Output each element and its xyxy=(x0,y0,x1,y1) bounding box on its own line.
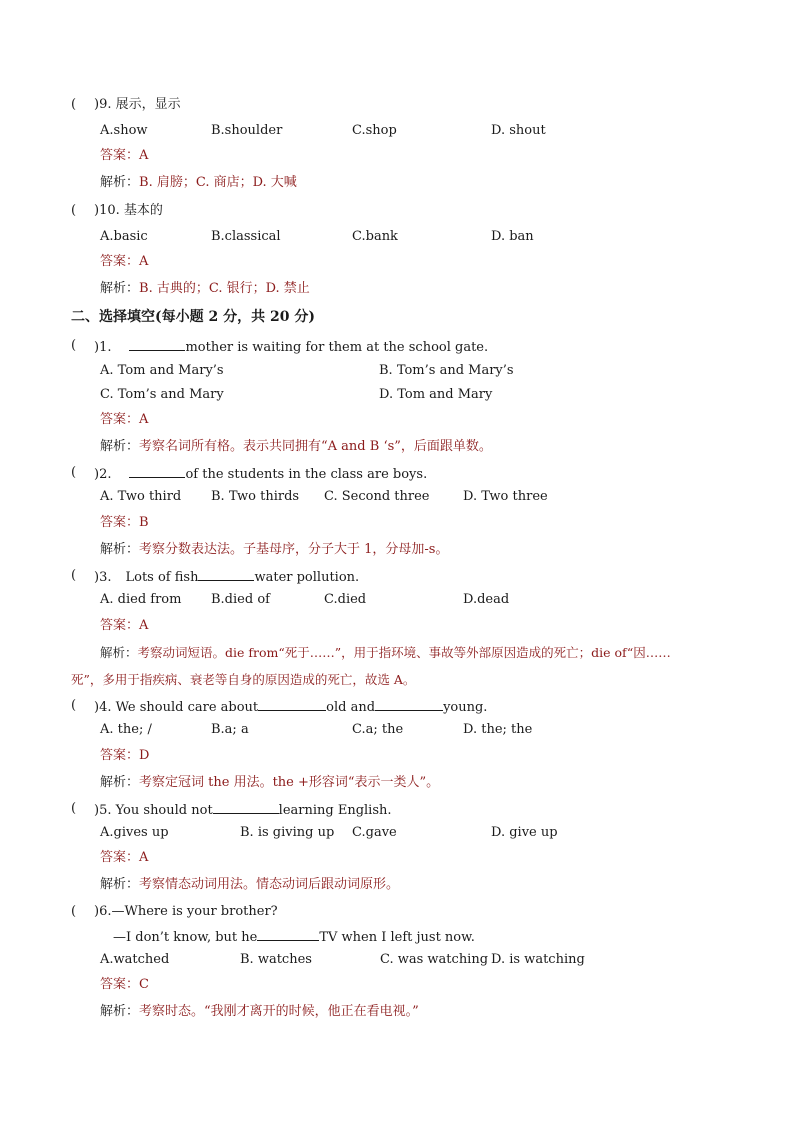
s1-exp-label: 解析： xyxy=(100,439,140,454)
s1-number: )1. xyxy=(94,340,112,355)
s4-stem-start: )4. We should care about xyxy=(94,700,259,715)
q10-option-b: B.classical xyxy=(211,229,281,244)
s3-option-d: D.dead xyxy=(463,592,510,607)
s6-option-d: D. is watching xyxy=(491,952,585,967)
s4-option-d: D. the; the xyxy=(463,722,533,737)
s6-explanation xyxy=(100,1004,419,1020)
s4-answer: 答案：D xyxy=(100,748,150,763)
s2-exp-text: 考察分数表达法。子基母序，分子大于 1，分母加-s。 xyxy=(139,542,449,557)
s3-exp-text: 考察动词短语。die from“死于……”，用于指环境、事故等外部原因造成的死亡；die of“因…… xyxy=(137,645,671,660)
s6-stem-line2 xyxy=(113,928,475,946)
q9-exp-label: 解析： xyxy=(100,175,140,190)
s5-answer: 答案：A xyxy=(100,850,149,865)
s2-stem xyxy=(94,465,427,483)
s3-option-c: C.died xyxy=(324,592,367,607)
s2-answer: 答案：B xyxy=(100,515,149,530)
s2-option-b: B. Two thirds xyxy=(211,489,300,504)
s1-option-d: D. Tom and Mary xyxy=(379,387,493,402)
s5-exp-label: 解析： xyxy=(100,877,140,892)
s1-stem-text: mother is waiting for them at the school gate. xyxy=(185,340,489,355)
s2-option-c: C. Second three xyxy=(324,489,430,504)
s6-exp-label: 解析： xyxy=(100,1004,140,1019)
s1-option-a: A. Tom and Mary’s xyxy=(100,363,224,378)
s2-option-d: D. Two three xyxy=(463,489,548,504)
s5-stem xyxy=(94,801,392,819)
s6-option-b: B. watches xyxy=(240,952,312,967)
s5-explanation xyxy=(100,877,399,893)
s1-paren: ( xyxy=(71,338,77,353)
q9-option-d: D. shout xyxy=(491,123,546,138)
s4-stem xyxy=(94,698,487,716)
q9-stem: )9. 展示，显示 xyxy=(94,97,181,112)
s3-answer: 答案：A xyxy=(100,618,149,633)
s6-option-a: A.watched xyxy=(100,952,170,967)
s6-blank xyxy=(257,928,319,941)
q10-exp-text: B. 古典的；C. 银行；D. 禁止 xyxy=(139,281,310,296)
s6-paren: ( xyxy=(71,904,77,919)
q10-paren: ( xyxy=(71,203,77,218)
q9-paren: ( xyxy=(71,97,77,112)
s5-stem-end: learning English. xyxy=(278,803,392,818)
s5-option-d: D. give up xyxy=(491,825,558,840)
q9-explanation xyxy=(100,175,297,191)
s4-stem-mid: old and xyxy=(326,700,376,715)
s4-blank-1 xyxy=(258,698,326,711)
s4-exp-text: 考察定冠词 the 用法。the +形容词“表示一类人”。 xyxy=(139,775,440,790)
s3-exp-continuation: 死”，多用于指疾病、衰老等自身的原因造成的死亡，故选 A。 xyxy=(71,672,416,687)
s2-stem-text: of the students in the class are boys. xyxy=(185,467,428,482)
s5-option-b: B. is giving up xyxy=(240,825,335,840)
s3-explanation xyxy=(100,645,671,661)
q9-option-a: A.show xyxy=(100,123,148,138)
s1-option-b: B. Tom’s and Mary’s xyxy=(379,363,514,378)
s5-stem-start: )5. You should not xyxy=(94,803,213,818)
s3-blank xyxy=(198,568,254,581)
q10-explanation xyxy=(100,281,310,297)
s3-option-b: B.died of xyxy=(211,592,270,607)
s3-paren: ( xyxy=(71,568,77,583)
s3-number: )3. xyxy=(94,570,112,585)
s6-line2-start: —I don’t know, but he xyxy=(113,930,258,945)
s5-exp-text: 考察情态动词用法。情态动词后跟动词原形。 xyxy=(139,877,400,892)
s6-stem: )6.—Where is your brother? xyxy=(94,904,278,919)
q9-exp-text: B. 肩膀；C. 商店；D. 大喊 xyxy=(139,175,297,190)
s3-stem-before: Lots of fish xyxy=(125,570,199,585)
q10-exp-label: 解析： xyxy=(100,281,140,296)
s2-blank xyxy=(129,465,185,478)
section-heading: 二、选择填空(每小题 2 分，共 20 分) xyxy=(71,309,315,325)
s1-stem xyxy=(94,338,488,356)
s4-explanation xyxy=(100,775,439,791)
q9-answer: 答案：A xyxy=(100,148,149,163)
s5-option-a: A.gives up xyxy=(100,825,169,840)
q10-option-c: C.bank xyxy=(352,229,398,244)
s6-answer: 答案：C xyxy=(100,977,149,992)
s2-paren: ( xyxy=(71,465,77,480)
s6-exp-text: 考察时态。“我刚才离开的时候，他正在看电视。” xyxy=(139,1004,419,1019)
s1-blank xyxy=(129,338,185,351)
s4-paren: ( xyxy=(71,698,77,713)
q10-option-a: A.basic xyxy=(100,229,148,244)
s2-explanation xyxy=(100,542,448,558)
s1-option-c: C. Tom’s and Mary xyxy=(100,387,224,402)
s3-exp-label: 解析： xyxy=(100,645,138,660)
s4-option-c: C.a; the xyxy=(352,722,404,737)
s1-exp-text: 考察名词所有格。表示共同拥有“A and B ‘s”，后面跟单数。 xyxy=(139,439,492,454)
s4-blank-2 xyxy=(375,698,443,711)
s5-blank xyxy=(213,801,279,814)
q9-option-b: B.shoulder xyxy=(211,123,283,138)
q10-option-d: D. ban xyxy=(491,229,534,244)
q10-answer: 答案：A xyxy=(100,254,149,269)
s1-answer: 答案：A xyxy=(100,412,149,427)
s4-stem-end: young. xyxy=(443,700,488,715)
s3-stem-after: water pollution. xyxy=(254,570,360,585)
s4-option-a: A. the; / xyxy=(100,722,152,737)
s5-paren: ( xyxy=(71,801,77,816)
s3-stem xyxy=(94,568,359,586)
s5-option-c: C.gave xyxy=(352,825,397,840)
s6-option-c: C. was watching xyxy=(380,952,489,967)
s2-number: )2. xyxy=(94,467,112,482)
q9-option-c: C.shop xyxy=(352,123,397,138)
s1-explanation xyxy=(100,439,492,455)
s4-option-b: B.a; a xyxy=(211,722,249,737)
s3-option-a: A. died from xyxy=(100,592,182,607)
s4-exp-label: 解析： xyxy=(100,775,140,790)
q10-stem: )10. 基本的 xyxy=(94,203,163,218)
s2-exp-label: 解析： xyxy=(100,542,140,557)
s2-option-a: A. Two third xyxy=(100,489,182,504)
s6-line2-end: TV when I left just now. xyxy=(319,930,475,945)
